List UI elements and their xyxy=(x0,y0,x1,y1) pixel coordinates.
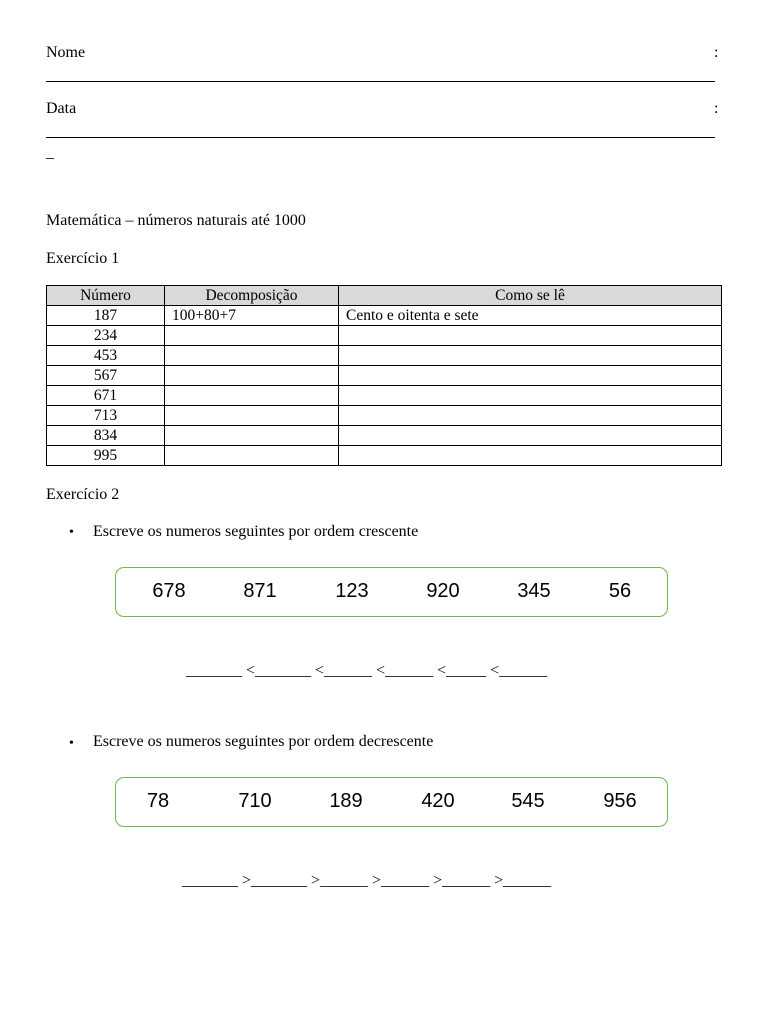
number-cell: 671 xyxy=(47,386,165,406)
table-row xyxy=(47,366,722,386)
number-cell: 234 xyxy=(47,326,165,346)
decomposition-cell[interactable] xyxy=(165,386,339,406)
reading-cell[interactable] xyxy=(339,346,722,366)
table-row xyxy=(47,346,722,366)
decomposition-cell[interactable] xyxy=(165,446,339,466)
decomposition-cell[interactable] xyxy=(165,326,339,346)
exercise1-table xyxy=(46,285,722,466)
number-item: 710 xyxy=(238,790,272,812)
date-line-dash: _ xyxy=(46,144,54,161)
decomposition-cell[interactable] xyxy=(165,346,339,366)
bullet-icon: • xyxy=(69,525,74,540)
number-cell: 834 xyxy=(47,426,165,446)
column-header-reading: Como se lê xyxy=(339,286,722,306)
decomposition-cell[interactable] xyxy=(165,366,339,386)
column-header-number: Número xyxy=(47,286,165,306)
number-cell: 713 xyxy=(47,406,165,426)
decomposition-cell[interactable] xyxy=(165,426,339,446)
answer-line-descending[interactable]: _______ >_______ >______ >______ >______ >______ xyxy=(182,872,552,889)
reading-cell[interactable] xyxy=(339,326,722,346)
reading-cell[interactable]: Cento e oitenta e sete xyxy=(339,306,722,326)
page-title: Matemática – números naturais até 1000 xyxy=(46,212,306,229)
date-colon: : xyxy=(714,100,719,117)
number-item: 56 xyxy=(608,580,632,602)
task-ascending: Escreve os numeros seguintes por ordem crescente xyxy=(93,523,419,540)
number-item: 345 xyxy=(517,580,551,602)
number-item: 420 xyxy=(421,790,455,812)
number-item: 920 xyxy=(426,580,460,602)
number-cell: 187 xyxy=(47,306,165,326)
bullet-icon: • xyxy=(69,736,74,751)
decomposition-cell[interactable]: 100+80+7 xyxy=(165,306,339,326)
reading-cell[interactable] xyxy=(339,406,722,426)
date-line[interactable] xyxy=(46,137,715,138)
reading-cell[interactable] xyxy=(339,446,722,466)
number-item: 871 xyxy=(243,580,277,602)
numbers-box-ascending xyxy=(115,567,668,617)
table-row xyxy=(47,426,722,446)
number-item: 78 xyxy=(146,790,170,812)
name-line[interactable] xyxy=(46,81,715,82)
reading-cell[interactable] xyxy=(339,426,722,446)
number-cell: 453 xyxy=(47,346,165,366)
table-row xyxy=(47,406,722,426)
table-row xyxy=(47,326,722,346)
number-item: 678 xyxy=(152,580,186,602)
decomposition-cell[interactable] xyxy=(165,406,339,426)
exercise1-heading: Exercício 1 xyxy=(46,250,120,267)
number-cell: 995 xyxy=(47,446,165,466)
reading-cell[interactable] xyxy=(339,386,722,406)
column-header-decomposition: Decomposição xyxy=(165,286,339,306)
number-item: 189 xyxy=(329,790,363,812)
number-item: 956 xyxy=(603,790,637,812)
name-label: Nome xyxy=(46,44,86,61)
task-descending: Escreve os numeros seguintes por ordem decrescente xyxy=(93,733,434,750)
number-item: 545 xyxy=(511,790,545,812)
table-row xyxy=(47,386,722,406)
reading-cell[interactable] xyxy=(339,366,722,386)
table-row xyxy=(47,306,722,326)
number-cell: 567 xyxy=(47,366,165,386)
table-row xyxy=(47,446,722,466)
number-item: 123 xyxy=(335,580,369,602)
date-label: Data xyxy=(46,100,77,117)
exercise2-heading: Exercício 2 xyxy=(46,486,120,503)
numbers-box-descending xyxy=(115,777,668,827)
table-header-row xyxy=(47,286,722,306)
name-colon: : xyxy=(714,44,719,61)
answer-line-ascending[interactable]: _______ <_______ <______ <______ <_____ <______ xyxy=(186,662,548,679)
